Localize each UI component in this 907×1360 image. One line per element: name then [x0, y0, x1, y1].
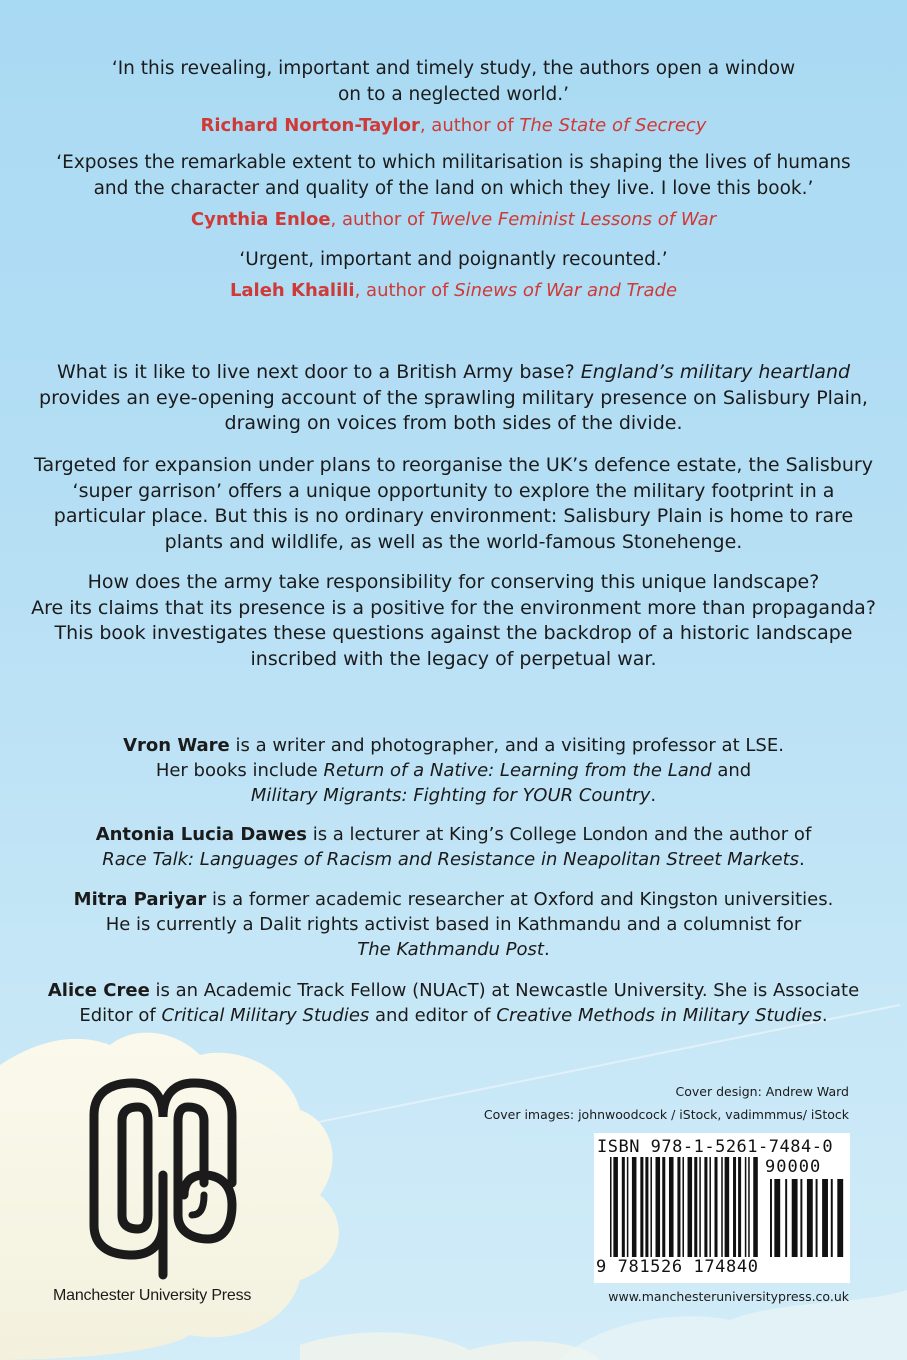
barcode-bar — [682, 1157, 684, 1257]
endorsement-quote: ‘Urgent, important and poignantly recounted.’ — [239, 249, 668, 270]
barcode-bar — [831, 1179, 833, 1257]
barcode-bar — [792, 1179, 798, 1257]
barcode-bar — [632, 1157, 637, 1257]
barcode-bar — [669, 1157, 674, 1257]
publisher-url: www.manchesteruniversitypress.co.uk — [608, 1289, 849, 1304]
barcode-bar — [721, 1157, 723, 1257]
mup-monogram-icon — [82, 1075, 244, 1285]
endorsement-1 — [0, 56, 907, 139]
barcode-bar — [694, 1157, 697, 1257]
cloud-wisp — [300, 1332, 600, 1360]
endorsement-quote: ‘In this revealing, important and timely study, the authors open a window on to a neglected world.’ — [111, 58, 796, 105]
author-bio-pariyar: Mitra Pariyar is a former academic researcher at Oxford and Kingston universities. He is currently a Dalit rights activist based in Kathmandu and a columnist for The Kathmandu Post. — [73, 889, 834, 960]
barcode-bar — [610, 1157, 612, 1257]
barcode-bar — [622, 1157, 625, 1257]
barcode-bar — [714, 1157, 717, 1257]
description-paragraph-1: What is it like to live next door to a British Army base? England’s military heartland provides an eye-opening account of the sprawling military presence on Salisbury Plain, drawing on voices from both sides of the divide. — [39, 361, 868, 434]
barcode-bar — [656, 1157, 661, 1257]
barcode-bar — [677, 1157, 680, 1257]
ean-number: 9 781526 174840 — [596, 1257, 759, 1277]
cover-images-credit: Cover images: johnwoodcock / iStock, vadimmmus/ iStock — [483, 1107, 849, 1122]
barcode-bar — [709, 1157, 711, 1257]
barcode-bar — [704, 1157, 707, 1257]
endorsement-attribution: Richard Norton-Taylor, author of The State of Secrecy — [200, 115, 707, 136]
barcode-bar — [837, 1179, 843, 1257]
barcode-bar — [807, 1179, 813, 1257]
barcode-bar — [627, 1157, 629, 1257]
addon-number: 90000 — [765, 1157, 822, 1177]
barcode-bar — [738, 1157, 741, 1257]
barcode-bar — [822, 1179, 828, 1257]
description-paragraph-2: Targeted for expansion under plans to reorganise the UK’s defence estate, the Salisbury ‘super garrison’ offers a unique opportunity to explore the military footprint in a particular place. But this is no ordinary environment: Salisbury Plain is home to rare plants and wildlife, as well as the world-famous Stonehenge. — [34, 454, 873, 553]
barcode-bar — [688, 1157, 693, 1257]
barcode-bar — [748, 1157, 750, 1257]
barcode-bar — [785, 1179, 787, 1257]
publisher-name: Manchester University Press — [53, 1287, 252, 1304]
barcode-bar — [770, 1179, 772, 1257]
barcode-bar — [816, 1179, 818, 1257]
cover-design-credit: Cover design: Andrew Ward — [675, 1084, 849, 1099]
barcode-bar — [725, 1157, 730, 1257]
barcode-bar — [745, 1157, 747, 1257]
barcode-bar — [699, 1157, 701, 1257]
barcode-bar — [640, 1157, 643, 1257]
barcode — [598, 1157, 848, 1257]
endorsement-attribution: Cynthia Enloe, author of Twelve Feminist Lessons of War — [190, 209, 717, 230]
isbn-label: ISBN 978-1-5261-7484-0 — [597, 1137, 834, 1157]
barcode-bar — [733, 1157, 736, 1257]
barcode-bar — [645, 1157, 648, 1257]
description-paragraph-3: How does the army take responsibility for conserving this unique landscape? Are its claims that its presence is a positive for the environment more than propaganda? This book investigates these questions against the backdrop of a historic landscape inscribed with the legacy of perpetual war. — [31, 571, 876, 670]
barcode-bar — [650, 1157, 652, 1257]
barcode-bar — [774, 1179, 780, 1257]
endorsement-quote: ‘Exposes the remarkable extent to which militarisation is shaping the lives of humans and the character and quality of the land on which they live. I love this book.’ — [56, 152, 851, 199]
author-bio-cree: Alice Cree is an Academic Track Fellow (NUAcT) at Newcastle University. She is Associate Editor of Critical Military Studies and editor of Creative Methods in Military Studies. — [47, 980, 860, 1026]
author-bio-dawes: Antonia Lucia Dawes is a lecturer at King’s College London and the author of Race Talk: Languages of Racism and Resistance in Neapolitan Street Markets. — [95, 824, 812, 870]
barcode-bar — [613, 1157, 618, 1257]
endorsement-attribution: Laleh Khalili, author of Sinews of War and Trade — [229, 280, 678, 301]
barcode-bar — [753, 1157, 758, 1257]
endorsement-3 — [0, 247, 907, 304]
endorsement-2 — [0, 150, 907, 233]
barcode-bar — [800, 1179, 802, 1257]
author-bio-ware: Vron Ware is a writer and photographer, and a visiting professor at LSE. Her books include Return of a Native: Learning from the Land and Military Migrants: Fighting for YOUR Country. — [123, 735, 784, 806]
barcode-bar — [662, 1157, 665, 1257]
